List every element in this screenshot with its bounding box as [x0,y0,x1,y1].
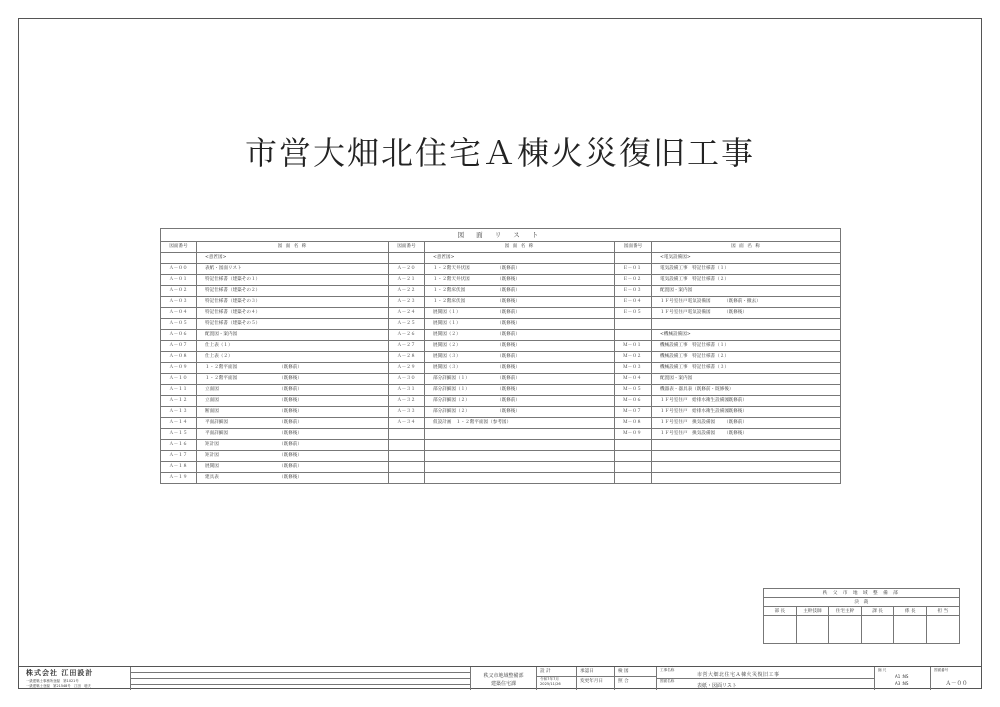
drawing-name: 断面図 [205,409,219,414]
drawing-name-cell [425,429,615,440]
drawing-number-cell: Ａ－０４ [161,308,197,319]
col-header-name: 図 面 名 称 [652,242,841,253]
drawing-number-cell: Ａ－２２ [389,286,425,297]
drawing-name: １Ｆ号室住戸 給排水衛生設備図 [660,398,729,403]
drawing-note: （既修前） [279,464,302,469]
table-row [161,363,841,374]
approve-label: 検 図 [618,669,629,674]
drawing-number-cell: Ａ－０７ [161,341,197,352]
col-header-name: 図 面 名 称 [425,242,615,253]
drawing-number-cell: Ａ－１５ [161,429,197,440]
drawing-number-cell: Ａ－３０ [389,374,425,385]
drawing-name-cell [652,451,841,462]
drawing-name: 仮設計画 １・２階平面図（参考図） [433,420,512,425]
drawing-name-cell [652,308,841,319]
drawing-note: （既修前） [497,376,520,381]
approval-role: 主幹技師 [796,607,829,616]
drawing-number-cell: Ｍ－０１ [615,341,652,352]
drawing-name-cell [197,462,389,473]
table-row [161,308,841,319]
approval-stamp-box [829,616,862,644]
drawing-number-cell: Ａ－３３ [389,407,425,418]
drawing-name: 展開図（２） [433,343,461,348]
drawing-name: １・２階平面図 [205,365,238,370]
drawing-number-cell: Ａ－０８ [161,352,197,363]
table-row [161,374,841,385]
drawing-name: 矩計図 [205,442,219,447]
drawing-name-cell [197,418,389,429]
drawing-number-cell [389,473,425,484]
drawing-name: １・２階天井伏図 [433,266,470,271]
drawing-name: １Ｆ号室住戸 給排水衛生設備図 [660,409,729,414]
drawing-name: 矩計図 [205,453,219,458]
drawing-note: （既修前） [497,310,520,315]
drawing-name-cell [197,473,389,484]
drawing-number-cell: Ｍ－０５ [615,385,652,396]
approval-stamp-table [763,588,960,644]
date-value: 令和7年7月 [540,677,559,681]
check2-label: 照 合 [618,679,629,684]
drawing-number-cell: Ａ－１７ [161,451,197,462]
approval-role: 住宅主幹 [829,607,862,616]
drawing-name-cell [652,363,841,374]
drawing-note: （既修前） [724,398,747,403]
drawing-name-cell [652,385,841,396]
drawing-name-cell [652,253,841,264]
drawing-name: 特記仕様書（建築その１） [205,277,261,282]
drawing-number-cell: Ａ－２７ [389,341,425,352]
drawing-name-cell [197,341,389,352]
drawing-number-cell: Ｅ－０４ [615,297,652,308]
drawing-note: （既修前・撤去） [724,299,761,304]
drawing-note: （既修前） [279,420,302,425]
architect-registration: 一級建築士登録 第21548号 江田 聡夫 [26,684,92,688]
drawing-number-cell: Ｍ－０６ [615,396,652,407]
drawing-note: （既修後） [497,365,520,370]
drawing-number-cell: Ｍ－０９ [615,429,652,440]
drawing-name-cell [652,352,841,363]
drawing-number-cell: Ａ－０９ [161,363,197,374]
check-cell [576,667,614,690]
drawing-number-cell [615,451,652,462]
drawing-name-cell [197,429,389,440]
drawing-number-cell: Ａ－２５ [389,319,425,330]
drawing-number-cell: Ａ－１３ [161,407,197,418]
drawing-number-cell: Ａ－０６ [161,330,197,341]
drawing-name: 特記仕様書（建築その２） [205,288,261,293]
drawing-number-cell [389,440,425,451]
blank-lines-cell [130,667,470,690]
drawing-note: （既修後） [497,343,520,348]
drawing-name-cell [197,264,389,275]
approval-stamp-box [796,616,829,644]
drawing-name-cell [425,462,615,473]
drawing-name-cell [197,352,389,363]
drawing-name-cell [652,418,841,429]
drawing-name-cell [425,341,615,352]
table-row [161,396,841,407]
drawing-name: 展開図 [205,464,219,469]
drawing-number-cell [615,473,652,484]
drawing-name-cell [425,330,615,341]
table-row [161,275,841,286]
drawing-name: 機械設備工事 特記仕様書（２） [660,354,729,359]
drawing-name-cell [425,297,615,308]
drawing-number: Ａ－００ [945,681,968,687]
drawing-name-cell [197,396,389,407]
drawing-name: 配置図・案内図 [660,376,693,381]
design-cell [536,667,576,690]
drawing-number-cell [161,253,197,264]
client-dept: 秩父市地域整備部 [483,673,524,679]
approval-role: 係 長 [894,607,927,616]
drawing-name: 展開図（１） [433,310,461,315]
drawing-note: （既修前） [497,266,520,271]
drawing-name-cell [425,253,615,264]
title-block [18,666,982,689]
drawing-number-cell: Ｅ－０５ [615,308,652,319]
drawing-number-cell [389,451,425,462]
table-row [161,319,841,330]
drawing-name: 部分詳細図（２） [433,409,470,414]
drawing-number-cell: Ａ－１２ [161,396,197,407]
drawing-name-cell [197,330,389,341]
number-label: 図面番号 [934,668,949,672]
scale-cell [874,667,930,690]
drawing-name: 部分詳細図（１） [433,387,470,392]
drawing-name-cell [197,363,389,374]
drawing-number-cell: Ａ－１１ [161,385,197,396]
drawing-name: 配置図・案内図 [660,288,693,293]
drawing-name: 電気設備工事 特記仕様書（２） [660,277,729,282]
drawing-name: １Ｆ号室住戸電気設備図 [660,310,711,315]
drawing-name: １Ｆ号室住戸電気設備図 [660,299,711,304]
drawing-number-cell: Ａ－１９ [161,473,197,484]
drawing-number-cell: Ｍ－０７ [615,407,652,418]
drawing-number-cell: Ａ－０２ [161,286,197,297]
drawing-name-cell [652,429,841,440]
project-label: 工事名称 [660,668,675,672]
table-row [161,385,841,396]
drawing-name: １Ｆ号室住戸 換気設備図 [660,420,716,425]
drawing-name: 仕上表（２） [205,354,233,359]
drawing-name: 特記仕様書（建築その３） [205,299,261,304]
drawing-name: 展開図（２） [433,332,461,337]
drawing-number-cell: Ｅ－０１ [615,264,652,275]
drawing-name: 立面図 [205,398,219,403]
drawing-name-cell [652,286,841,297]
drawing-note: （既修後） [724,409,747,414]
drawing-number-cell: Ａ－０１ [161,275,197,286]
table-row [161,440,841,451]
drawing-name: 特記仕様書（建築その５） [205,321,261,326]
drawing-name-cell [425,396,615,407]
drawing-number-cell [615,253,652,264]
col-header-number: 図面番号 [161,242,197,253]
drawing-name-cell [197,253,389,264]
drawing-name: 電気設備工事 特記仕様書（１） [660,266,729,271]
drawing-number-cell: Ａ－３４ [389,418,425,429]
drawing-name-cell [652,473,841,484]
drawing-number-cell: Ａ－１６ [161,440,197,451]
drawing-name: １・２階天井伏図 [433,277,470,282]
drawing-name-cell [425,308,615,319]
drawing-name-cell [425,319,615,330]
drawing-note: （既修後） [497,277,520,282]
col-header-name: 図 面 名 称 [197,242,389,253]
drawing-name: 部分詳細図（２） [433,398,470,403]
design-label: 設 計 [540,669,551,674]
drawing-name: 平面詳細図 [205,431,228,436]
approval-stamp-box [861,616,894,644]
drawing-name-cell [425,352,615,363]
drawing-name-cell [197,286,389,297]
drawing-note: （既修後） [279,398,302,403]
drawing-number-cell: Ｅ－０２ [615,275,652,286]
drawing-name-cell [652,407,841,418]
drawing-number-cell: Ａ－１８ [161,462,197,473]
table-row [161,341,841,352]
drawing-label: 図面名称 [660,679,675,683]
revise-label: 変更年月日 [580,679,603,684]
client-cell [470,667,536,690]
drawing-number-cell: Ａ－２０ [389,264,425,275]
table-row [161,330,841,341]
drawing-name-cell [425,418,615,429]
drawing-name-cell [425,374,615,385]
project-cell [656,667,874,690]
drawing-name: 部分詳細図（１） [433,376,470,381]
drawing-name-cell [425,407,615,418]
list-caption: 図 面 リ ス ト [161,229,841,242]
drawing-number-cell: Ａ－２１ [389,275,425,286]
drawing-note: （既修後） [724,431,747,436]
drawing-name-cell [197,275,389,286]
drawing-name-cell [425,440,615,451]
approval-subheader: 決 裁 [764,598,960,607]
drawing-number-cell: Ａ－２３ [389,297,425,308]
drawing-note: （既修後） [497,409,520,414]
drawing-note: （既修前） [497,332,520,337]
drawing-name: 機器表・器具表（既修前・既修後） [660,387,734,392]
check-label: 承認日 [580,669,594,674]
drawing-number-cell: Ｍ－０８ [615,418,652,429]
drawing-name-cell [652,440,841,451]
drawing-note: （既修後） [279,431,302,436]
drawing-name-cell [197,407,389,418]
drawing-note: （既修後） [279,475,302,480]
table-row [161,297,841,308]
table-row [161,352,841,363]
drawing-name: １・２階床伏図 [433,299,466,304]
drawing-name-cell [197,319,389,330]
drawing-note: （既修後） [497,387,520,392]
drawing-number-cell [615,440,652,451]
drawing-name-cell [425,451,615,462]
drawing-name: 機械設備工事 特記仕様書（１） [660,343,729,348]
approve-cell [614,667,656,690]
client-section: 建築住宅課 [490,681,516,687]
drawing-number-cell [615,319,652,330]
drawing-note: （既修後） [497,321,520,326]
drawing-name-cell [652,297,841,308]
drawing-name: 展開図（３） [433,365,461,370]
drawing-number-cell [615,462,652,473]
drawing-name: 展開図（１） [433,321,461,326]
drawing-number-cell: Ａ－０３ [161,297,197,308]
drawing-name: <意匠図> [205,255,227,260]
drawing-name: 配置図・案内図 [205,332,238,337]
drawing-name: 建具表 [205,475,219,480]
drawing-note: （既修前） [497,288,520,293]
drawing-name: １・２階平面図 [205,376,238,381]
company-name: 株式会社 江田設計 [26,669,94,677]
drawing-name-cell [652,319,841,330]
approval-stamp-box [926,616,959,644]
drawing-number-cell: Ｍ－０３ [615,363,652,374]
drawing-name-cell [652,330,841,341]
drawing-note: （既修前） [279,442,302,447]
approval-role: 担 当 [926,607,959,616]
drawing-name-cell [652,264,841,275]
drawing-number-cell: Ｍ－０２ [615,352,652,363]
drawing-name: １・２階床伏図 [433,288,466,293]
drawing-note: （既修前） [497,354,520,359]
date-value-2: 2025/11/26 [540,682,561,686]
drawing-name-cell [425,264,615,275]
table-row [161,418,841,429]
drawing-note: （既修後） [279,376,302,381]
table-row [161,451,841,462]
drawing-name: <機械設備図> [660,332,691,337]
drawing-note: （既修後） [279,453,302,458]
drawing-name-cell [197,374,389,385]
drawing-number-cell: Ａ－１４ [161,418,197,429]
drawing-note: （既修前） [279,365,302,370]
drawing-number-cell: Ａ－３１ [389,385,425,396]
drawing-number-cell: Ａ－２９ [389,363,425,374]
table-row [161,429,841,440]
drawing-name-cell [652,341,841,352]
drawing-name: 展開図（３） [433,354,461,359]
table-row [161,473,841,484]
drawing-note: （既修前） [279,387,302,392]
drawing-name-cell [197,308,389,319]
drawing-name: 仕上表（１） [205,343,233,348]
drawing-number-cell: Ａ－２４ [389,308,425,319]
col-header-number: 図面番号 [615,242,652,253]
drawing-name-cell [425,275,615,286]
table-row [161,286,841,297]
table-row [161,264,841,275]
drawing-name-cell [197,451,389,462]
drawing-name-cell [652,462,841,473]
approval-header: 秩 父 市 地 域 整 備 部 [764,589,960,598]
drawing-number-cell [389,429,425,440]
project-title: 市営大畑北住宅Ａ棟火災復旧工事 [244,134,755,172]
col-header-number: 図面番号 [389,242,425,253]
drawing-note: （既修前） [497,398,520,403]
table-row [161,253,841,264]
scale-a1: A1 :NS [895,674,909,679]
drawing-name-cell [652,275,841,286]
drawing-name: <意匠図> [433,255,455,260]
scale-a3: A3 :NS [895,681,909,686]
drawing-note: （既修後） [497,299,520,304]
drawing-name-cell [425,473,615,484]
drawing-name: <電気設備図> [660,255,691,260]
drawing-note: （既修後） [279,409,302,414]
approval-stamp-box [894,616,927,644]
drawing-name: 表紙・図面リスト [697,683,737,689]
table-row [161,462,841,473]
drawing-number-cell: Ａ－０５ [161,319,197,330]
drawing-number-cell: Ｅ－０３ [615,286,652,297]
drawing-name: 平面詳細図 [205,420,228,425]
drawing-number-cell [615,330,652,341]
drawing-note: （既修前） [724,420,747,425]
project-name: 市営大畑北住宅Ａ棟火災復旧工事 [697,672,780,678]
table-row [161,407,841,418]
drawing-list-table [160,228,841,484]
drawing-name: 機械設備工事 特記仕様書（３） [660,365,729,370]
drawing-name-cell [652,396,841,407]
drawing-name: 特記仕様書（建築その４） [205,310,261,315]
drawing-name: １Ｆ号室住戸 換気設備図 [660,431,716,436]
drawing-number-cell: Ａ－３２ [389,396,425,407]
approval-role: 部 長 [764,607,797,616]
company-cell [18,667,130,690]
drawing-name: 立面図 [205,387,219,392]
drawing-name-cell [652,374,841,385]
drawing-name-cell [197,297,389,308]
scale-label: 縮 尺 [878,668,887,672]
drawing-number-cell [389,253,425,264]
drawing-number-cell: Ａ－２６ [389,330,425,341]
company-registration: 一級建築士事務所登録 第1021号 [26,679,79,683]
approval-role: 課 長 [861,607,894,616]
drawing-number-cell [389,462,425,473]
drawing-number-cell: Ａ－２８ [389,352,425,363]
drawing-name-cell [425,363,615,374]
approval-stamp-box [764,616,797,644]
drawing-number-cell: Ａ－１０ [161,374,197,385]
drawing-note: （既修後） [724,310,747,315]
drawing-name-cell [425,385,615,396]
drawing-name-cell [197,440,389,451]
drawing-number-cell: Ａ－００ [161,264,197,275]
number-cell [930,667,982,690]
drawing-name-cell [425,286,615,297]
drawing-name: 表紙・図面リスト [205,266,242,271]
drawing-number-cell: Ｍ－０４ [615,374,652,385]
drawing-name-cell [197,385,389,396]
